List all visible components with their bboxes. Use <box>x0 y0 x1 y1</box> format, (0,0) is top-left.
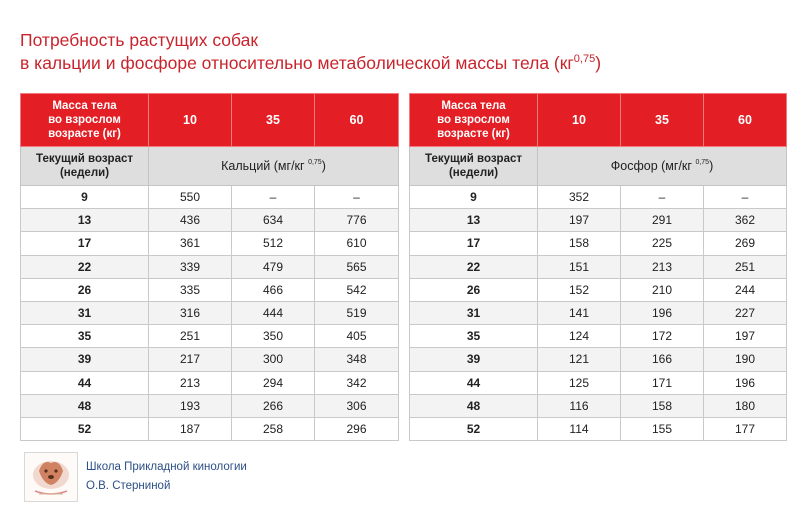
table-row <box>410 232 787 255</box>
age-weeks-cell: 39 <box>410 348 538 371</box>
value-cell: 306 <box>315 394 399 417</box>
value-cell: 361 <box>149 232 232 255</box>
value-cell: 348 <box>315 348 399 371</box>
table-row <box>21 325 399 348</box>
value-cell: 124 <box>538 325 621 348</box>
weight-60-header: 60 <box>704 94 787 147</box>
table-row <box>21 209 399 232</box>
value-cell: 466 <box>232 278 315 301</box>
title-exponent: 0,75 <box>573 53 596 65</box>
value-cell: 177 <box>704 417 787 440</box>
phosphorus-unit-label: Фосфор (мг/кг <box>610 159 692 173</box>
dog-logo-drawing <box>25 453 77 501</box>
value-cell: 565 <box>315 255 399 278</box>
age-weeks-cell: 52 <box>21 417 149 440</box>
value-cell: 512 <box>232 232 315 255</box>
value-cell: 116 <box>538 394 621 417</box>
value-cell: 166 <box>621 348 704 371</box>
value-cell: 193 <box>149 394 232 417</box>
age-weeks-cell: 26 <box>21 278 149 301</box>
value-cell: 217 <box>149 348 232 371</box>
age-weeks-cell: 44 <box>21 371 149 394</box>
table-row <box>410 301 787 324</box>
value-cell: 197 <box>704 325 787 348</box>
title-close-paren: ) <box>595 53 602 73</box>
table-row <box>21 301 399 324</box>
calcium-unit-close: ) <box>321 159 326 173</box>
value-cell: 610 <box>315 232 399 255</box>
weight-60-header: 60 <box>315 94 399 147</box>
value-cell: – <box>315 186 399 209</box>
age-weeks-cell: 44 <box>410 371 538 394</box>
current-age-line-1: Текущий возраст <box>36 153 133 165</box>
value-cell: 444 <box>232 301 315 324</box>
adult-mass-line-1: Масса тела <box>52 100 117 112</box>
school-author: О.В. Стерниной <box>86 480 171 492</box>
age-weeks-cell: 22 <box>21 255 149 278</box>
value-cell: 227 <box>704 301 787 324</box>
table-row <box>21 232 399 255</box>
age-weeks-cell: 35 <box>21 325 149 348</box>
table-row <box>410 417 787 440</box>
value-cell: 776 <box>315 209 399 232</box>
age-weeks-cell: 48 <box>21 394 149 417</box>
adult-mass-line-1: Масса тела <box>441 100 506 112</box>
age-weeks-cell: 9 <box>410 186 538 209</box>
value-cell: 251 <box>704 255 787 278</box>
current-age-header <box>410 147 538 186</box>
phosphorus-table <box>409 93 787 441</box>
adult-mass-header <box>410 94 538 147</box>
calcium-unit-label: Кальций (мг/кг <box>221 159 305 173</box>
adult-mass-line-3: возрасте (кг) <box>48 128 121 140</box>
current-age-header <box>21 147 149 186</box>
value-cell: 152 <box>538 278 621 301</box>
value-cell: 125 <box>538 371 621 394</box>
value-cell: 350 <box>232 325 315 348</box>
header-row <box>21 94 399 147</box>
adult-mass-line-3: возрасте (кг) <box>437 128 510 140</box>
adult-mass-line-2: во взрослом <box>437 114 510 126</box>
table-row <box>410 348 787 371</box>
value-cell: – <box>704 186 787 209</box>
value-cell: 251 <box>149 325 232 348</box>
current-age-line-2: (недели) <box>59 167 110 179</box>
weight-35-header: 35 <box>621 94 704 147</box>
age-weeks-cell: 17 <box>21 232 149 255</box>
value-cell: 210 <box>621 278 704 301</box>
value-cell: 180 <box>704 394 787 417</box>
value-cell: 158 <box>621 394 704 417</box>
value-cell: 225 <box>621 232 704 255</box>
value-cell: – <box>621 186 704 209</box>
value-cell: 335 <box>149 278 232 301</box>
table-row <box>410 371 787 394</box>
age-weeks-cell: 31 <box>21 301 149 324</box>
value-cell: 196 <box>704 371 787 394</box>
table-row <box>21 394 399 417</box>
value-cell: 550 <box>149 186 232 209</box>
value-cell: 151 <box>538 255 621 278</box>
value-cell: 114 <box>538 417 621 440</box>
value-cell: 158 <box>538 232 621 255</box>
value-cell: 436 <box>149 209 232 232</box>
value-cell: 266 <box>232 394 315 417</box>
value-cell: 405 <box>315 325 399 348</box>
table-row <box>21 278 399 301</box>
value-cell: 300 <box>232 348 315 371</box>
table-row <box>21 255 399 278</box>
phosphorus-unit-close: ) <box>709 159 714 173</box>
value-cell: 244 <box>704 278 787 301</box>
weight-10-header: 10 <box>538 94 621 147</box>
value-cell: 196 <box>621 301 704 324</box>
calcium-unit-header <box>149 147 399 186</box>
value-cell: 362 <box>704 209 787 232</box>
table-row <box>410 186 787 209</box>
table-row <box>21 371 399 394</box>
age-weeks-cell: 26 <box>410 278 538 301</box>
value-cell: 213 <box>621 255 704 278</box>
phosphorus-unit-header <box>538 147 787 186</box>
value-cell: 291 <box>621 209 704 232</box>
page-title <box>20 29 601 75</box>
age-weeks-cell: 31 <box>410 301 538 324</box>
title-line-1: Потребность растущих собак <box>20 30 259 50</box>
value-cell: 542 <box>315 278 399 301</box>
adult-mass-line-2: во взрослом <box>48 114 121 126</box>
value-cell: 634 <box>232 209 315 232</box>
dog-school-logo-icon <box>24 452 78 502</box>
subheader-row <box>21 147 399 186</box>
value-cell: 269 <box>704 232 787 255</box>
value-cell: 155 <box>621 417 704 440</box>
table-row <box>410 278 787 301</box>
value-cell: 187 <box>149 417 232 440</box>
value-cell: 213 <box>149 371 232 394</box>
value-cell: 339 <box>149 255 232 278</box>
title-line-2 <box>20 52 601 75</box>
age-weeks-cell: 48 <box>410 394 538 417</box>
value-cell: 190 <box>704 348 787 371</box>
value-cell: 342 <box>315 371 399 394</box>
age-weeks-cell: 13 <box>21 209 149 232</box>
value-cell: 171 <box>621 371 704 394</box>
table-row <box>410 325 787 348</box>
age-weeks-cell: 39 <box>21 348 149 371</box>
value-cell: 258 <box>232 417 315 440</box>
current-age-line-2: (недели) <box>448 167 499 179</box>
weight-35-header: 35 <box>232 94 315 147</box>
age-weeks-cell: 9 <box>21 186 149 209</box>
age-weeks-cell: 13 <box>410 209 538 232</box>
value-cell: 519 <box>315 301 399 324</box>
value-cell: 197 <box>538 209 621 232</box>
value-cell: 294 <box>232 371 315 394</box>
school-signature-text <box>86 458 247 496</box>
value-cell: 479 <box>232 255 315 278</box>
value-cell: 316 <box>149 301 232 324</box>
table-row <box>21 348 399 371</box>
weight-10-header: 10 <box>149 94 232 147</box>
age-weeks-cell: 35 <box>410 325 538 348</box>
value-cell: 121 <box>538 348 621 371</box>
table-row <box>410 209 787 232</box>
calcium-table <box>20 93 399 441</box>
current-age-line-1: Текущий возраст <box>425 153 522 165</box>
value-cell: 352 <box>538 186 621 209</box>
age-weeks-cell: 52 <box>410 417 538 440</box>
adult-mass-header <box>21 94 149 147</box>
table-row <box>410 255 787 278</box>
age-weeks-cell: 17 <box>410 232 538 255</box>
phosphorus-unit-exponent: 0,75 <box>695 159 710 166</box>
table-row <box>21 417 399 440</box>
value-cell: 296 <box>315 417 399 440</box>
value-cell: 172 <box>621 325 704 348</box>
table-row <box>410 394 787 417</box>
age-weeks-cell: 22 <box>410 255 538 278</box>
header-row <box>410 94 787 147</box>
value-cell: – <box>232 186 315 209</box>
school-name: Школа Прикладной кинологии <box>86 461 247 473</box>
title-line-2-text: в кальции и фосфоре относительно метаболической массы тела (кг <box>20 53 574 73</box>
calcium-unit-exponent: 0,75 <box>308 159 322 166</box>
subheader-row <box>410 147 787 186</box>
table-row <box>21 186 399 209</box>
value-cell: 141 <box>538 301 621 324</box>
